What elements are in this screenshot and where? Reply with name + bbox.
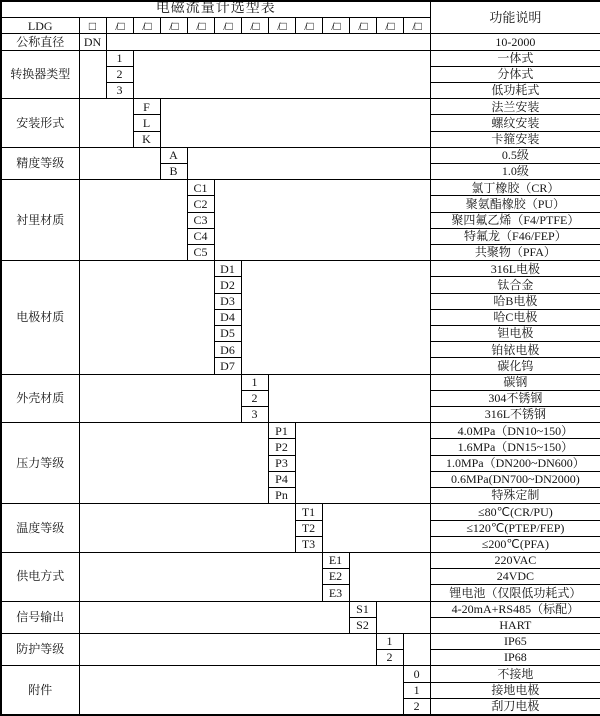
- desc-cell: 特氟龙（F46/FEP）: [430, 228, 600, 244]
- code-cell: B: [160, 164, 187, 180]
- desc-cell: 哈B电极: [430, 293, 600, 309]
- desc-cell: 分体式: [430, 66, 600, 82]
- category-label: 温度等级: [1, 504, 79, 553]
- category-label: 附件: [1, 666, 79, 715]
- desc-cell: ≤200℃(PFA): [430, 536, 600, 552]
- spacer-cell: [133, 50, 430, 99]
- desc-cell: 聚四氟乙烯（F4/PTFE）: [430, 212, 600, 228]
- desc-cell: IP65: [430, 633, 600, 649]
- spacer-cell: [79, 147, 160, 179]
- desc-cell: ≤80℃(CR/PU): [430, 504, 600, 520]
- table-title: 电磁流量计选型表: [1, 1, 430, 18]
- desc-cell: ≤120℃(PTEP/FEP): [430, 520, 600, 536]
- code-cell: C4: [187, 228, 214, 244]
- desc-cell: 一体式: [430, 50, 600, 66]
- spacer-cell: [79, 633, 376, 665]
- code-cell: D7: [214, 358, 241, 374]
- spacer-cell: [322, 504, 430, 553]
- spacer-cell: [160, 99, 430, 148]
- model-slot: /□: [295, 18, 322, 34]
- desc-cell: 0.6MPa(DN700~DN2000): [430, 471, 600, 487]
- spacer-cell: [79, 504, 295, 553]
- spacer-cell: [79, 374, 241, 423]
- category-label: 防护等级: [1, 633, 79, 665]
- spacer-cell: [214, 180, 430, 261]
- code-cell: P3: [268, 455, 295, 471]
- code-cell: 1: [106, 50, 133, 66]
- desc-cell: 刮刀电极: [430, 698, 600, 715]
- model-slot: /□: [133, 18, 160, 34]
- code-cell: S2: [349, 617, 376, 633]
- spacer-cell: [268, 374, 430, 423]
- desc-cell: 304不锈钢: [430, 390, 600, 406]
- desc-cell: 碳化钨: [430, 358, 600, 374]
- category-label: 供电方式: [1, 552, 79, 601]
- code-cell: 2: [241, 390, 268, 406]
- code-cell: 2: [376, 650, 403, 666]
- code-cell: 2: [106, 66, 133, 82]
- desc-cell: 聚氨酯橡胶（PU）: [430, 196, 600, 212]
- code-cell: E3: [322, 585, 349, 601]
- desc-cell: 1.0级: [430, 164, 600, 180]
- code-cell: C1: [187, 180, 214, 196]
- desc-cell: 氯丁橡胶（CR）: [430, 180, 600, 196]
- code-cell: F: [133, 99, 160, 115]
- model-slot: /□: [349, 18, 376, 34]
- code-cell: D3: [214, 293, 241, 309]
- function-column-header: 功能说明: [430, 1, 600, 34]
- code-cell: C3: [187, 212, 214, 228]
- desc-cell: 铂铱电极: [430, 342, 600, 358]
- code-cell: L: [133, 115, 160, 131]
- desc-cell: 特殊定制: [430, 488, 600, 504]
- desc-cell: 螺纹安装: [430, 115, 600, 131]
- spacer-cell: [79, 180, 187, 261]
- desc-cell: HART: [430, 617, 600, 633]
- code-cell: 1: [376, 633, 403, 649]
- model-slot: /□: [106, 18, 133, 34]
- category-label: 衬里材质: [1, 180, 79, 261]
- category-label: 外壳材质: [1, 374, 79, 423]
- desc-cell: 共聚物（PFA）: [430, 245, 600, 261]
- code-cell: E1: [322, 552, 349, 568]
- desc-cell: 316L电极: [430, 261, 600, 277]
- spacer-cell: [79, 99, 133, 148]
- category-label: 转换器类型: [1, 50, 79, 99]
- code-cell: P4: [268, 471, 295, 487]
- code-cell: D5: [214, 326, 241, 342]
- spacer-cell: [79, 666, 403, 715]
- code-cell: D1: [214, 261, 241, 277]
- spacer-cell: [187, 147, 430, 179]
- code-cell: P2: [268, 439, 295, 455]
- model-slot: /□: [187, 18, 214, 34]
- code-cell: K: [133, 131, 160, 147]
- code-cell: T3: [295, 536, 322, 552]
- desc-cell: 0.5级: [430, 147, 600, 163]
- code-cell: 3: [106, 83, 133, 99]
- desc-cell: 钽电极: [430, 326, 600, 342]
- desc-cell: 低功耗式: [430, 83, 600, 99]
- desc-cell: 220VAC: [430, 552, 600, 568]
- code-cell: 1: [241, 374, 268, 390]
- desc-cell: 哈C电极: [430, 309, 600, 325]
- code-cell: D6: [214, 342, 241, 358]
- desc-cell: 24VDC: [430, 569, 600, 585]
- model-slot: /□: [160, 18, 187, 34]
- desc-cell: 钛合金: [430, 277, 600, 293]
- desc-cell: 不接地: [430, 666, 600, 682]
- code-cell: E2: [322, 569, 349, 585]
- desc-cell: 锂电池（仅限低功耗式）: [430, 585, 600, 601]
- code-cell: D2: [214, 277, 241, 293]
- spacer-cell: [79, 423, 268, 504]
- desc-cell: IP68: [430, 650, 600, 666]
- desc-cell: 碳钢: [430, 374, 600, 390]
- model-slot: /□: [241, 18, 268, 34]
- desc-cell: 4.0MPa（DN10~150）: [430, 423, 600, 439]
- code-cell: T2: [295, 520, 322, 536]
- category-label: 信号输出: [1, 601, 79, 633]
- model-slot: /□: [403, 18, 430, 34]
- desc-cell: 1.6MPa（DN15~150）: [430, 439, 600, 455]
- spacer-cell: [295, 423, 430, 504]
- spacer-cell: [106, 34, 430, 50]
- code-cell: C5: [187, 245, 214, 261]
- code-cell: 0: [403, 666, 430, 682]
- spacer-cell: [79, 552, 322, 601]
- desc-cell: 1.0MPa（DN200~DN600）: [430, 455, 600, 471]
- desc-cell: 316L不锈钢: [430, 407, 600, 423]
- category-label: 压力等级: [1, 423, 79, 504]
- model-slot: /□: [268, 18, 295, 34]
- code-cell: 2: [403, 698, 430, 715]
- code-cell: Pn: [268, 488, 295, 504]
- spacer-cell: [376, 601, 430, 633]
- code-cell: 3: [241, 407, 268, 423]
- code-cell: 1: [403, 682, 430, 698]
- category-label: 电极材质: [1, 261, 79, 374]
- code-cell: A: [160, 147, 187, 163]
- spacer-cell: [349, 552, 430, 601]
- model-slot: /□: [214, 18, 241, 34]
- model-slot: /□: [376, 18, 403, 34]
- spacer-cell: [241, 261, 430, 374]
- spacer-cell: [79, 50, 106, 99]
- category-label: 安装形式: [1, 99, 79, 148]
- desc-cell: 4-20mA+RS485（标配）: [430, 601, 600, 617]
- model-slot: /□: [322, 18, 349, 34]
- model-prefix: LDG: [1, 18, 79, 34]
- category-label: 公称直径: [1, 34, 79, 50]
- spacer-cell: [403, 633, 430, 665]
- desc-cell: 法兰安装: [430, 99, 600, 115]
- code-cell: T1: [295, 504, 322, 520]
- code-cell: C2: [187, 196, 214, 212]
- spacer-cell: [79, 601, 349, 633]
- category-label: 精度等级: [1, 147, 79, 179]
- code-cell: DN: [79, 34, 106, 50]
- code-cell: P1: [268, 423, 295, 439]
- code-cell: D4: [214, 309, 241, 325]
- desc-cell: 接地电极: [430, 682, 600, 698]
- spacer-cell: [79, 261, 214, 374]
- code-cell: S1: [349, 601, 376, 617]
- desc-cell: 10-2000: [430, 34, 600, 50]
- model-base-box: □: [79, 18, 106, 34]
- desc-cell: 卡箍安装: [430, 131, 600, 147]
